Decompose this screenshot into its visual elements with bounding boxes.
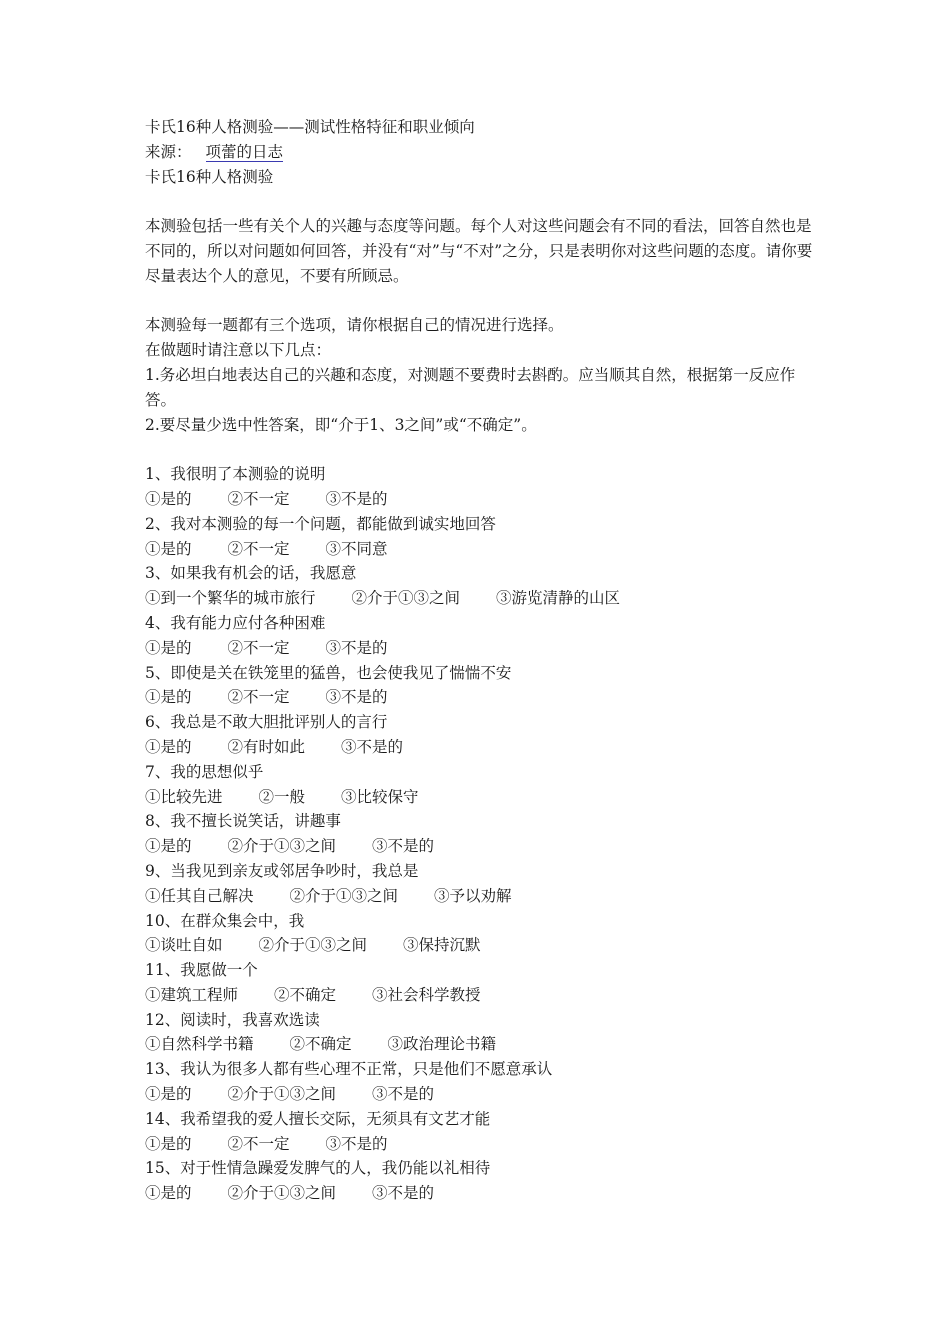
question-list bbox=[145, 462, 815, 1206]
question-options bbox=[145, 487, 815, 512]
spacer bbox=[145, 289, 815, 314]
option-choice[interactable]: ①是的 bbox=[145, 1134, 192, 1153]
instruction-note: 2.要尽量少选中性答案，即“介于1、3之间”或“不确定”。 bbox=[145, 415, 537, 434]
question-text: 9、当我见到亲友或邻居争吵时，我总是 bbox=[145, 861, 419, 880]
option-choice[interactable]: ①到一个繁华的城市旅行 bbox=[145, 589, 316, 608]
option-choice[interactable]: ③不是的 bbox=[372, 1085, 435, 1104]
option-choice[interactable]: ②不一定 bbox=[227, 1134, 290, 1153]
option-choice[interactable]: ①是的 bbox=[145, 489, 192, 508]
question-text: 2、我对本测验的每一个问题，都能做到诚实地回答 bbox=[145, 514, 496, 533]
option-choice[interactable]: ③社会科学教授 bbox=[372, 985, 481, 1004]
source-label: 来源： bbox=[145, 142, 192, 161]
option-choice[interactable]: ③不是的 bbox=[325, 489, 388, 508]
spacer bbox=[145, 189, 815, 214]
option-choice[interactable]: ③游览清静的山区 bbox=[496, 589, 621, 608]
spacer bbox=[145, 437, 815, 462]
document-body bbox=[145, 115, 815, 1206]
question-text: 11、我愿做一个 bbox=[145, 961, 258, 980]
question-options bbox=[145, 983, 815, 1008]
option-choice[interactable]: ②介于①③之间 bbox=[227, 1085, 337, 1104]
question-text: 15、对于性情急躁爱发脾气的人，我仍能以礼相待 bbox=[145, 1159, 491, 1178]
option-choice[interactable]: ③不同意 bbox=[325, 539, 388, 558]
option-choice[interactable]: ②一般 bbox=[258, 787, 306, 806]
option-choice[interactable]: ②不一定 bbox=[227, 688, 290, 707]
option-choice[interactable]: ③不是的 bbox=[325, 688, 388, 707]
option-choice[interactable]: ③不是的 bbox=[372, 1184, 435, 1203]
option-choice[interactable]: ③不是的 bbox=[325, 638, 388, 657]
question-text: 1、我很明了本测验的说明 bbox=[145, 465, 326, 484]
option-choice[interactable]: ①是的 bbox=[145, 638, 192, 657]
question-options bbox=[145, 884, 815, 909]
option-choice[interactable]: ②不确定 bbox=[274, 985, 337, 1004]
question-options bbox=[145, 1181, 815, 1206]
question-options bbox=[145, 933, 815, 958]
intro-line: 在做题时请注意以下几点： bbox=[145, 341, 332, 360]
question-options bbox=[145, 636, 815, 661]
option-choice[interactable]: ②介于①③之间 bbox=[351, 589, 461, 608]
option-choice[interactable]: ③不是的 bbox=[372, 837, 435, 856]
option-choice[interactable]: ①自然科学书籍 bbox=[145, 1035, 254, 1054]
option-choice[interactable]: ②不一定 bbox=[227, 489, 290, 508]
question-text: 4、我有能力应付各种困难 bbox=[145, 613, 326, 632]
question-text: 5、即使是关在铁笼里的猛兽，也会使我见了惴惴不安 bbox=[145, 663, 512, 682]
question-text: 7、我的思想似乎 bbox=[145, 762, 264, 781]
option-choice[interactable]: ③比较保守 bbox=[341, 787, 419, 806]
option-choice[interactable]: ①是的 bbox=[145, 1085, 192, 1104]
option-choice[interactable]: ①是的 bbox=[145, 1184, 192, 1203]
question-options bbox=[145, 1032, 815, 1057]
question-options bbox=[145, 834, 815, 859]
question-options bbox=[145, 735, 815, 760]
option-choice[interactable]: ①建筑工程师 bbox=[145, 985, 239, 1004]
question-options bbox=[145, 1132, 815, 1157]
question-text: 8、我不擅长说笑话，讲趣事 bbox=[145, 812, 341, 831]
question-text: 10、在群众集会中，我 bbox=[145, 911, 305, 930]
option-choice[interactable]: ①是的 bbox=[145, 737, 192, 756]
question-text: 14、我希望我的爱人擅长交际，无须具有文艺才能 bbox=[145, 1109, 491, 1128]
question-options bbox=[145, 586, 815, 611]
question-options bbox=[145, 785, 815, 810]
question-options bbox=[145, 537, 815, 562]
option-choice[interactable]: ②介于①③之间 bbox=[258, 936, 368, 955]
option-choice[interactable]: ①比较先进 bbox=[145, 787, 223, 806]
question-text: 12、阅读时，我喜欢选读 bbox=[145, 1010, 320, 1029]
question-options bbox=[145, 685, 815, 710]
option-choice[interactable]: ②介于①③之间 bbox=[227, 837, 337, 856]
option-choice[interactable]: ①是的 bbox=[145, 688, 192, 707]
option-choice[interactable]: ②介于①③之间 bbox=[289, 886, 399, 905]
option-choice[interactable]: ③不是的 bbox=[325, 1134, 388, 1153]
option-choice[interactable]: ①是的 bbox=[145, 539, 192, 558]
option-choice[interactable]: ①是的 bbox=[145, 837, 192, 856]
question-text: 3、如果我有机会的话，我愿意 bbox=[145, 564, 357, 583]
option-choice[interactable]: ③政治理论书籍 bbox=[387, 1035, 497, 1054]
option-choice[interactable]: ②不一定 bbox=[227, 638, 290, 657]
option-choice[interactable]: ①任其自己解决 bbox=[145, 886, 254, 905]
option-choice[interactable]: ②介于①③之间 bbox=[227, 1184, 337, 1203]
option-choice[interactable]: ③保持沉默 bbox=[403, 936, 481, 955]
option-choice[interactable]: ②不一定 bbox=[227, 539, 290, 558]
question-options bbox=[145, 1082, 815, 1107]
question-text: 13、我认为很多人都有些心理不正常，只是他们不愿意承认 bbox=[145, 1060, 553, 1079]
document-title: 卡氏16种人格测验——测试性格特征和职业倾向 bbox=[145, 118, 475, 136]
source-line bbox=[145, 140, 815, 165]
document-subtitle: 卡氏16种人格测验 bbox=[145, 167, 274, 186]
intro-line: 本测验每一题都有三个选项，请你根据自己的情况进行选择。 bbox=[145, 316, 564, 335]
question-text: 6、我总是不敢大胆批评别人的言行 bbox=[145, 713, 388, 732]
source-link[interactable]: 项蕾的日志 bbox=[205, 142, 284, 161]
instruction-note: 1.务必坦白地表达自己的兴趣和态度，对测题不要费时去斟酌。应当顺其自然，根据第一反应作答。 bbox=[145, 365, 796, 409]
option-choice[interactable]: ①谈吐自如 bbox=[145, 936, 223, 955]
option-choice[interactable]: ③不是的 bbox=[341, 737, 404, 756]
option-choice[interactable]: ③予以劝解 bbox=[434, 886, 512, 905]
option-choice[interactable]: ②不确定 bbox=[289, 1035, 352, 1054]
intro-paragraph: 本测验包括一些有关个人的兴趣与态度等问题。每个人对这些问题会有不同的看法，回答自然也是不同的，所以对问题如何回答，并没有“对”与“不对”之分，只是表明你对这些问题的态度。请你要尽量表达个人的意见，不要有所顾忌。 bbox=[145, 217, 813, 285]
option-choice[interactable]: ②有时如此 bbox=[227, 737, 306, 756]
